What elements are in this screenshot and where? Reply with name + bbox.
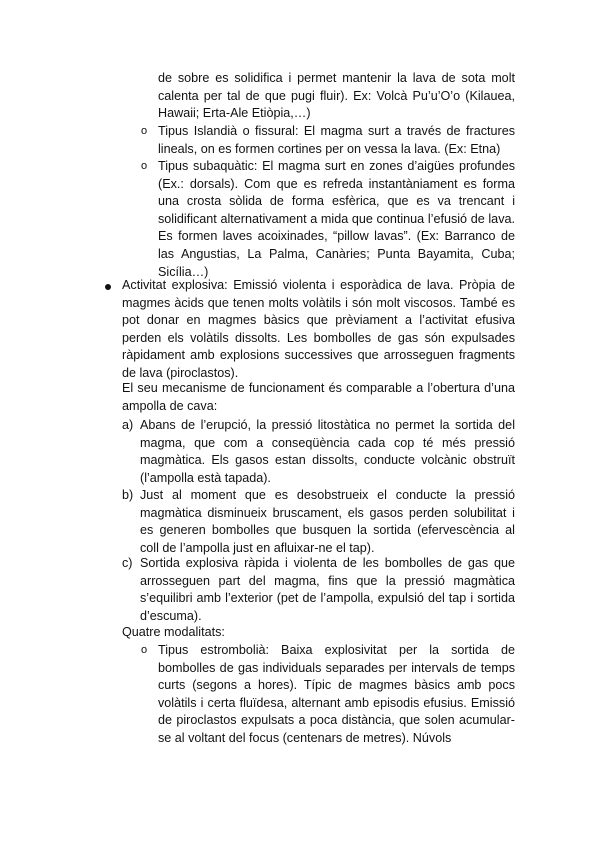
icelandic-type-item	[158, 123, 515, 158]
paragraph: Tipus estrombolià: Baixa explosivitat per la sortida de bombolles de gas individuals separades per intervals de temps curts (segons a hores). Típic de magmes bàsics amb pocs volàtils i certa fluïdesa, alternant amb episodis efusius. Emissió de piroclastos expulsats a poca distància, que solen acumular-se al voltant del focus (centenars de metres). Núvols	[158, 643, 515, 745]
step-label: c)	[122, 556, 133, 570]
step-label: b)	[122, 488, 134, 502]
paragraph: de sobre es solidifica i permet mantenir la lava de sota molt calenta per tal de que pugi fluir). Ex: Volcà Pu’u’O’o (Kilauea, Hawaii; Erta-Ale Etiòpia,…)	[158, 71, 515, 121]
hawaiian-type-continuation	[158, 70, 515, 123]
subaquatic-type-item	[158, 158, 515, 281]
explosive-activity-item	[122, 277, 515, 383]
sub-bullet-marker: o	[141, 125, 148, 137]
paragraph: El seu mecanisme de funcionament és comparable a l’obertura d’una ampolla de cava:	[122, 381, 515, 413]
four-modalities-heading	[122, 624, 515, 642]
paragraph: Activitat explosiva: Emissió violenta i esporàdica de lava. Pròpia de magmes àcids que tenen molts volàtils i són molt viscosos. També es pot donar en magmes bàsics que prèviament a l’activitat efusiva perden els volàtils dissolts. Les bombolles de gas són expulsades ràpidament amb explosions successives que arrosseguen fragments de lava (piroclastos).	[122, 278, 515, 380]
paragraph: Quatre modalitats:	[122, 625, 225, 639]
sub-bullet-marker: o	[141, 160, 148, 172]
mechanism-intro	[122, 380, 515, 415]
paragraph: Tipus subaquàtic: El magma surt en zones d’aigües profundes (Ex.: dorsals). Com que es refreda instantàniament es forma una crosta sòlida de forma esfèrica, que es va trencant i solidificant alternativament a mida que continua l’efusió de lava. Es formen laves acoixinades, “pillow lavas”. (Ex: Barranco de las Angustias, La Palma, Canàries; Punta Bayamita, Cuba; Sicília…)	[158, 159, 515, 279]
strombolian-type-item	[158, 642, 515, 748]
bullet-icon	[105, 284, 111, 290]
paragraph: Tipus Islandià o fissural: El magma surt a través de fractures lineals, on es formen cortines per on vessa la lava. (Ex: Etna)	[158, 124, 515, 156]
paragraph: Just al moment que es desobstrueix el conducte la pressió magmàtica disminueix bruscament, els gasos perden solubilitat i es generen bombolles que busquen la sortida (efervescència al coll de l’ampolla just en afluixar-ne el tap).	[140, 488, 515, 555]
paragraph: Abans de l’erupció, la pressió litostàtica no permet la sortida del magma, que com a conseqüència cada cop té més pressió magmàtica. Els gasos estan dissolts, conducte volcànic obstruït (l’ampolla està tapada).	[140, 418, 515, 485]
step-a	[140, 417, 515, 487]
step-label: a)	[122, 418, 134, 432]
paragraph: Sortida explosiva ràpida i violenta de les bombolles de gas que arrosseguen part del magma, fins que la pressió magmàtica s’equilibri amb l’exterior (pet de l’ampolla, expulsió del tap i sortida d’escuma).	[140, 556, 515, 623]
step-c	[140, 555, 515, 625]
sub-bullet-marker: o	[141, 644, 148, 656]
step-b	[140, 487, 515, 557]
